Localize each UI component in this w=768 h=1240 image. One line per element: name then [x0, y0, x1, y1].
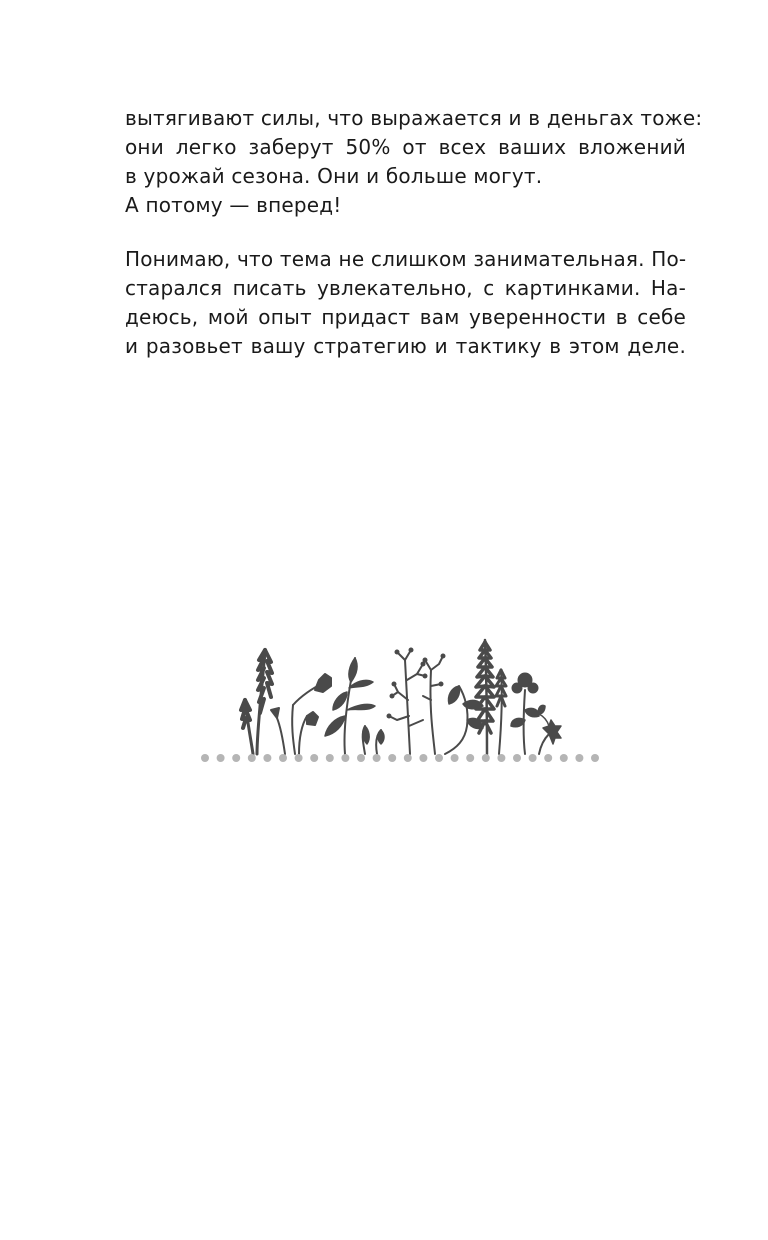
ornament-dot [529, 754, 537, 762]
text-line: они легко заберут 50% от всех ваших вложений [125, 135, 686, 159]
ornament-dot [466, 754, 474, 762]
ornament-dot [326, 754, 334, 762]
ornament-dot [497, 754, 505, 762]
ornament-dot [217, 754, 225, 762]
plant-twig-4 [389, 650, 443, 754]
ornament-dot [560, 754, 568, 762]
text-line: деюсь, мой опыт придаст вам уверенности в себе [125, 305, 686, 329]
ornament-dot [232, 754, 240, 762]
text-line: и разовьет вашу стратегию и тактику в этом деле. [125, 334, 686, 358]
text-line: вытягивают силы, что выражается и в деньгах тоже: [125, 106, 703, 130]
ornament-dot [310, 754, 318, 762]
text-line: А потому — вперед! [125, 193, 342, 217]
ornament-dot [404, 754, 412, 762]
ornament-dot [248, 754, 256, 762]
ornament-dot [341, 754, 349, 762]
ornament-dot [591, 754, 599, 762]
dotted-line [201, 754, 599, 762]
ornament-dot [575, 754, 583, 762]
herbs-border-icon [195, 630, 605, 770]
berries [387, 648, 446, 719]
ornament-dot [279, 754, 287, 762]
ornament-dot [482, 754, 490, 762]
ornament-dot [451, 754, 459, 762]
ornament-dot [544, 754, 552, 762]
plant-leafy-3 [325, 658, 384, 754]
plant-clover-7 [511, 673, 561, 754]
plant-lavender-1 [241, 650, 272, 754]
text-line: Понимаю, что тема не слишком занимательная. По- [125, 247, 687, 271]
text-line: в урожай сезона. Они и больше могут. [125, 164, 543, 188]
paragraph-2 [125, 245, 686, 361]
ornament-dot [201, 754, 209, 762]
ornament-dot [263, 754, 271, 762]
ornament-dot [373, 754, 381, 762]
ornament-dot [419, 754, 427, 762]
ornament-dot [513, 754, 521, 762]
plant-flower-2 [271, 674, 331, 754]
plant-rosemary-6 [476, 640, 506, 754]
ornament-dot [435, 754, 443, 762]
paragraph-1 [125, 104, 703, 220]
ornament-dot [295, 754, 303, 762]
ornament-dot [357, 754, 365, 762]
text-line: старался писать увлекательно, с картинками. На- [125, 276, 686, 300]
ornament-dot [388, 754, 396, 762]
